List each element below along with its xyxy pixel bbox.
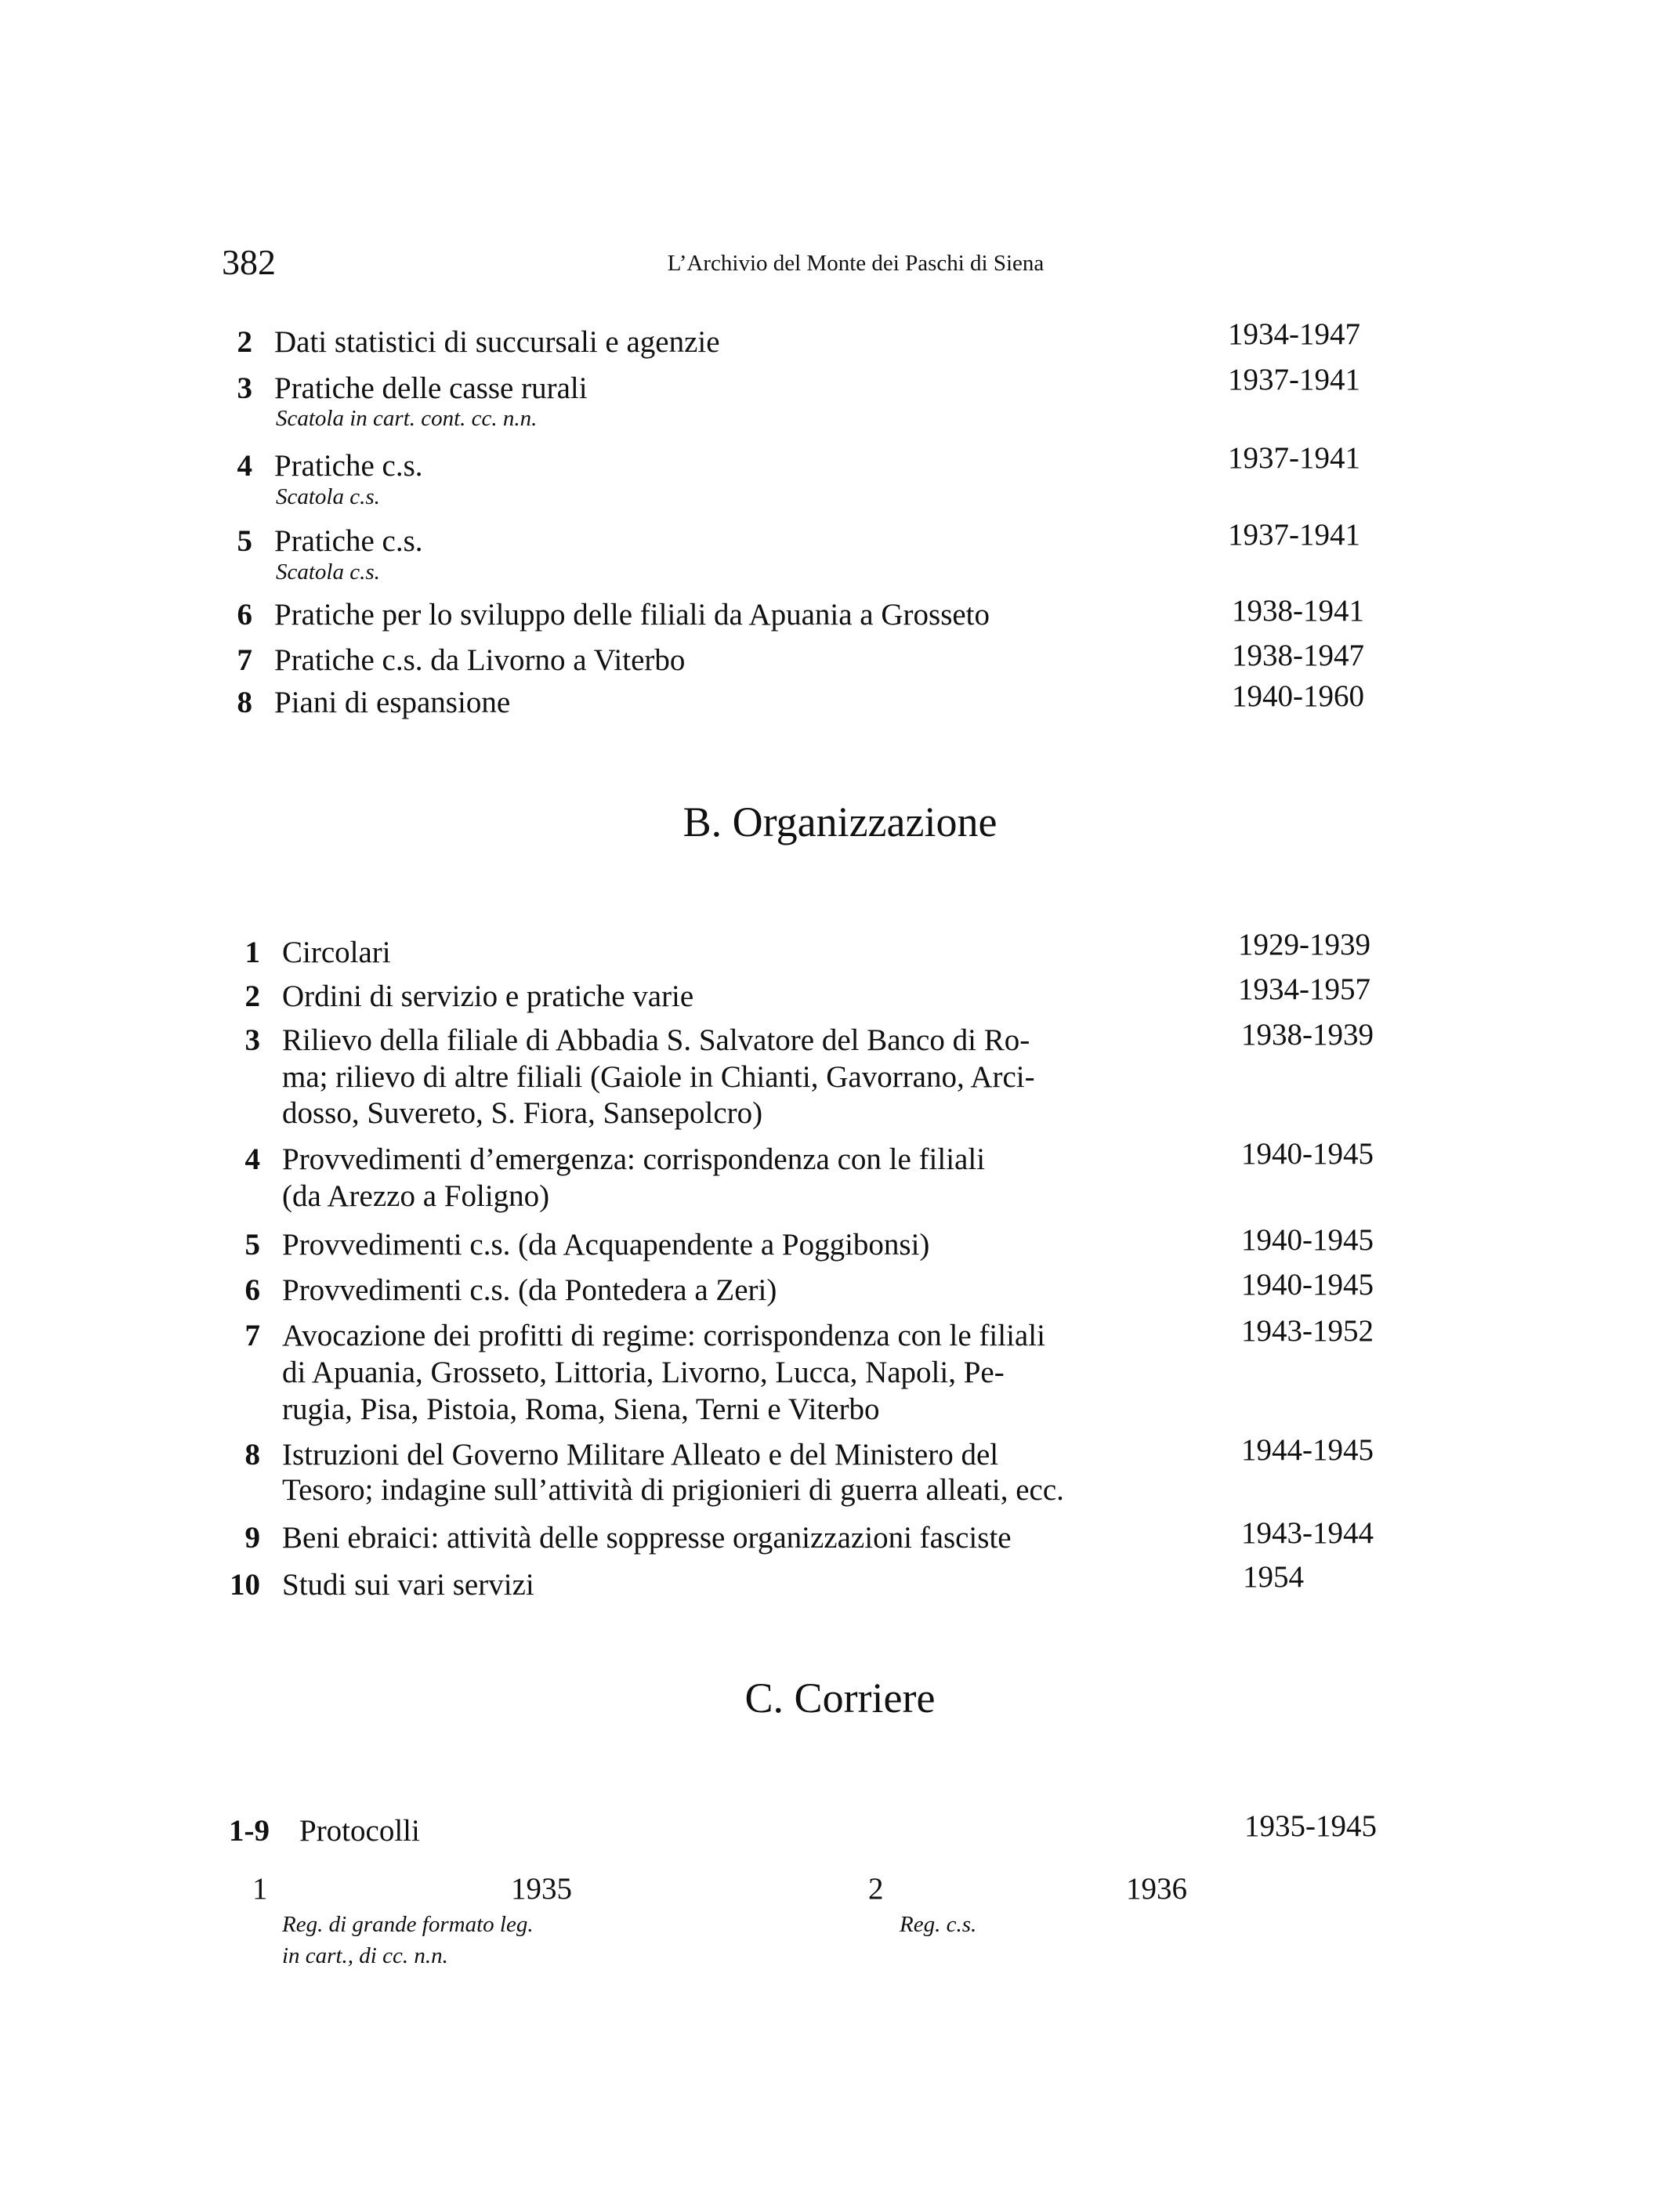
item-number: 6: [244, 1273, 260, 1307]
item-title-line: Tesoro; indagine sull’attività di prigionieri di guerra alleati, ecc.: [282, 1473, 1064, 1507]
item-number: 10: [230, 1568, 260, 1602]
item-title: Pratiche per lo sviluppo delle filiali da Apuania a Grosseto: [274, 598, 990, 632]
item-title: Studi sui vari servizi: [282, 1568, 534, 1602]
item-title-line: dosso, Suvereto, S. Fiora, Sansepolcro): [282, 1096, 763, 1130]
item-years: 1940-1945: [1241, 1268, 1374, 1302]
item-years: 1940-1960: [1232, 679, 1364, 713]
unit-note: Reg. c.s.: [900, 1912, 977, 1937]
item-years: 1938-1941: [1232, 594, 1364, 628]
group-title: Protocolli: [299, 1814, 420, 1848]
group-years: 1935-1945: [1244, 1809, 1377, 1843]
item-number: 9: [244, 1521, 260, 1555]
item-years: 1934-1957: [1238, 972, 1370, 1006]
unit-note: Reg. di grande formato leg.: [282, 1912, 534, 1937]
item-number: 2: [244, 979, 260, 1013]
item-number: 3: [244, 1023, 260, 1057]
item-note: Scatola c.s.: [276, 559, 380, 585]
item-years: 1943-1952: [1241, 1314, 1374, 1348]
item-title-line: ma; rilievo di altre filiali (Gaiole in Chianti, Gavorrano, Arci-: [282, 1060, 1035, 1094]
section-heading-c: C. Corriere: [744, 1674, 936, 1722]
item-title-line: Avocazione dei profitti di regime: corrispondenza con le filiali: [282, 1319, 1045, 1352]
section-heading-b: B. Organizzazione: [682, 798, 998, 845]
item-title: Pratiche c.s.: [274, 449, 423, 483]
unit-number: 2: [868, 1872, 884, 1906]
item-number: 8: [244, 1438, 260, 1472]
item-number: 1: [244, 936, 260, 969]
group-number: 1-9: [229, 1814, 270, 1848]
item-years: 1943-1944: [1241, 1516, 1374, 1550]
item-title: Provvedimenti c.s. (da Acquapendente a Poggibonsi): [282, 1228, 930, 1262]
item-years: 1940-1945: [1241, 1137, 1374, 1171]
item-years: 1938-1939: [1241, 1018, 1374, 1052]
item-years: 1944-1945: [1241, 1433, 1374, 1467]
item-years: 1937-1941: [1228, 518, 1360, 552]
item-title: Pratiche c.s.: [274, 524, 423, 558]
item-title-line: (da Arezzo a Foligno): [282, 1179, 550, 1213]
item-number: 5: [237, 524, 252, 558]
item-note: Scatola in cart. cont. cc. n.n.: [276, 406, 538, 431]
unit-year: 1936: [1126, 1872, 1187, 1906]
item-title: Piani di espansione: [274, 686, 511, 719]
item-years: 1938-1947: [1232, 639, 1364, 672]
running-title: L’Archivio del Monte dei Paschi di Siena: [667, 251, 1045, 276]
unit-note: in cart., di cc. n.n.: [282, 1943, 448, 1968]
item-title-line: rugia, Pisa, Pistoia, Roma, Siena, Terni e Viterbo: [282, 1392, 880, 1426]
item-years: 1937-1941: [1228, 363, 1360, 396]
item-title-line: Rilievo della filiale di Abbadia S. Salvatore del Banco di Ro-: [282, 1023, 1030, 1057]
item-title: Pratiche c.s. da Livorno a Viterbo: [274, 643, 686, 677]
item-number: 8: [237, 686, 252, 719]
item-years: 1937-1941: [1228, 441, 1360, 475]
item-number: 7: [237, 643, 252, 677]
item-number: 6: [237, 598, 252, 632]
unit-year: 1935: [511, 1872, 572, 1906]
item-title: Ordini di servizio e pratiche varie: [282, 979, 694, 1013]
item-years: 1934-1947: [1228, 317, 1360, 351]
item-title: Circolari: [282, 936, 391, 969]
item-number: 4: [244, 1142, 260, 1176]
item-number: 4: [237, 449, 252, 483]
item-number: 2: [237, 325, 252, 359]
item-years: 1954: [1243, 1560, 1304, 1594]
item-title-line: Provvedimenti d’emergenza: corrispondenza con le filiali: [282, 1142, 986, 1176]
item-title: Dati statistici di succursali e agenzie: [274, 325, 720, 359]
item-number: 5: [244, 1228, 260, 1262]
item-years: 1929-1939: [1238, 928, 1370, 961]
item-years: 1940-1945: [1241, 1223, 1374, 1257]
item-title-line: Istruzioni del Governo Militare Alleato e del Ministero del: [282, 1438, 999, 1472]
item-number: 7: [244, 1319, 260, 1352]
item-title: Pratiche delle casse rurali: [274, 371, 588, 405]
unit-number: 1: [252, 1872, 268, 1906]
item-title: Beni ebraici: attività delle soppresse organizzazioni fasciste: [282, 1521, 1012, 1555]
item-number: 3: [237, 371, 252, 405]
item-note: Scatola c.s.: [276, 484, 380, 509]
item-title-line: di Apuania, Grosseto, Littoria, Livorno, Lucca, Napoli, Pe-: [282, 1356, 1005, 1389]
page-number: 382: [222, 242, 276, 282]
item-title: Provvedimenti c.s. (da Pontedera a Zeri): [282, 1273, 777, 1307]
